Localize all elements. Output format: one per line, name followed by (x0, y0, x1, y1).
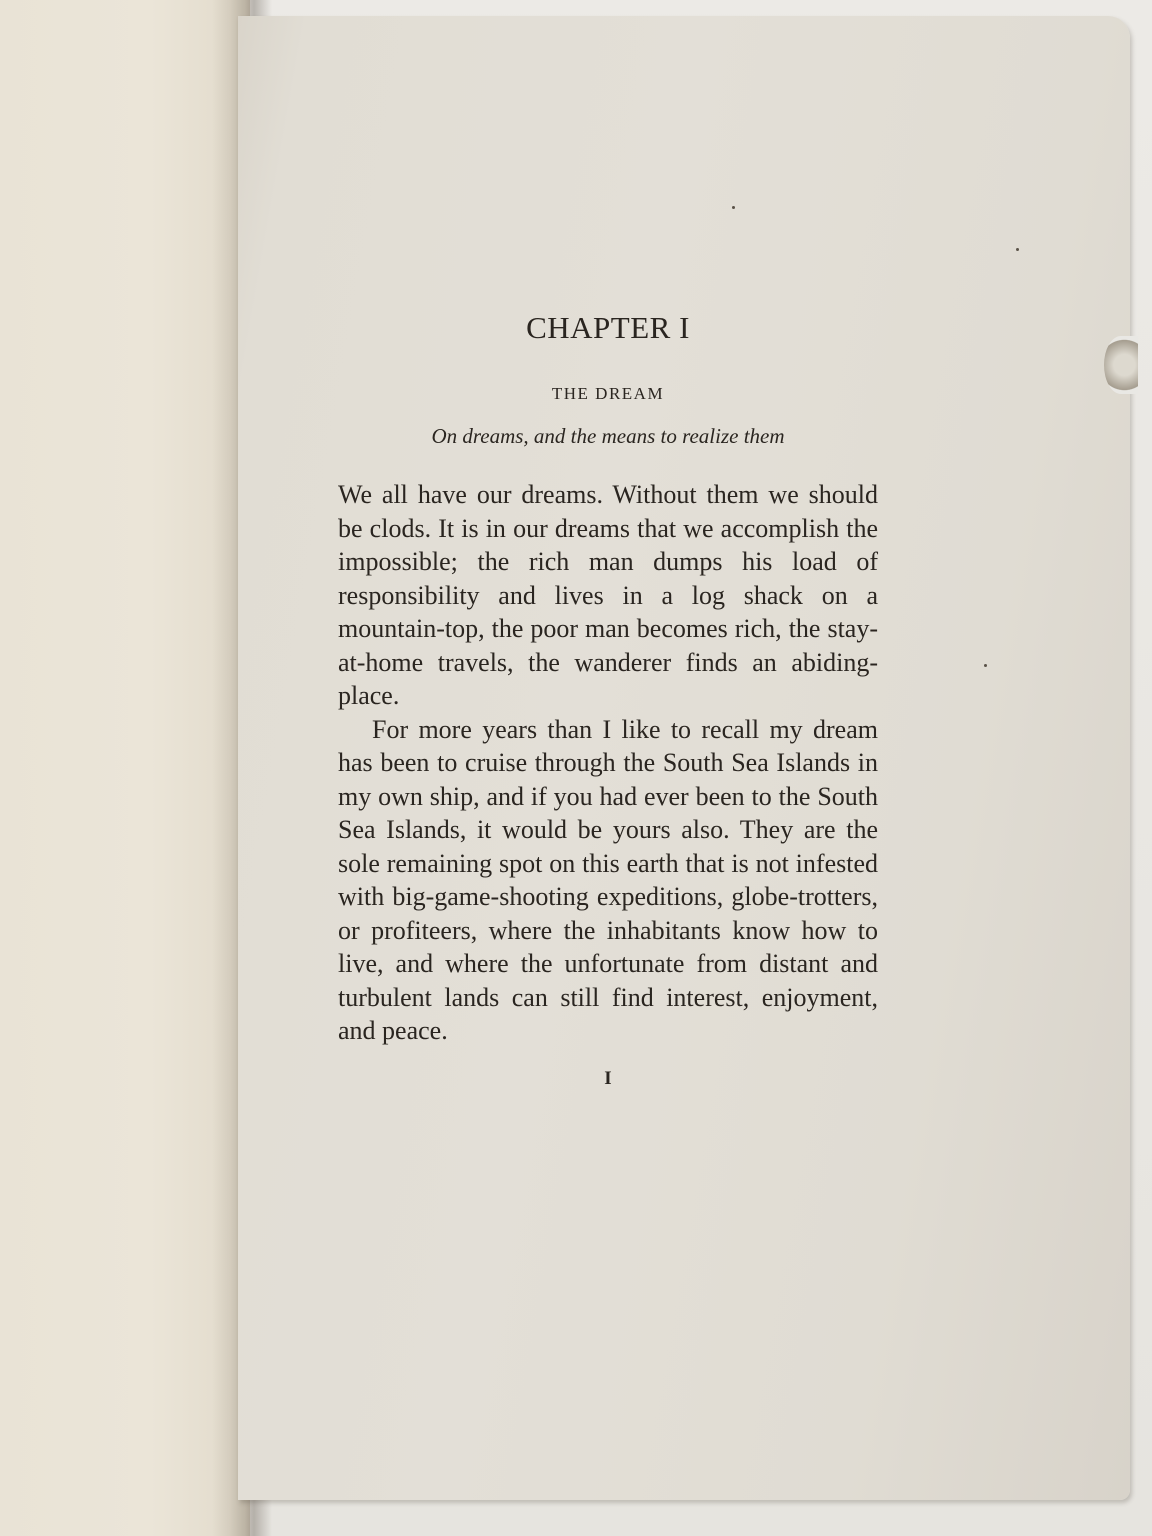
chapter-body (338, 478, 878, 1048)
paper-speck (984, 664, 987, 667)
chapter-subtitle: On dreams, and the means to realize them (431, 424, 785, 448)
page-edge-tear (1104, 336, 1138, 394)
page-number: I (604, 1067, 612, 1089)
chapter-title: CHAPTER I (526, 310, 690, 345)
page-text (338, 310, 878, 1090)
section-title: THE DREAM (551, 384, 665, 403)
paragraph: For more years than I like to recall my dream has been to cruise through the South Sea Islands in my own ship, and if you had ever been to the South Sea Islands, it would be yours also. They are the sole remaining spot on this earth that is not infested with big-game-shooting expeditions, globe-trotters, or profiteers, where the inhabitants know how to live, and where the unfortunate from distant and turbulent lands can still find interest, enjoyment, and peace. (338, 714, 878, 1045)
paper-speck (1016, 248, 1019, 251)
paper-speck (732, 206, 735, 209)
paragraph: We all have our dreams. Without them we should be clods. It is in our dreams that we accomplish the impossible; the rich man dumps his load of responsibility and lives in a log shack on a mountain-top, the poor man becomes rich, the stay-at-home travels, the wanderer finds an abiding-place. (338, 480, 878, 710)
